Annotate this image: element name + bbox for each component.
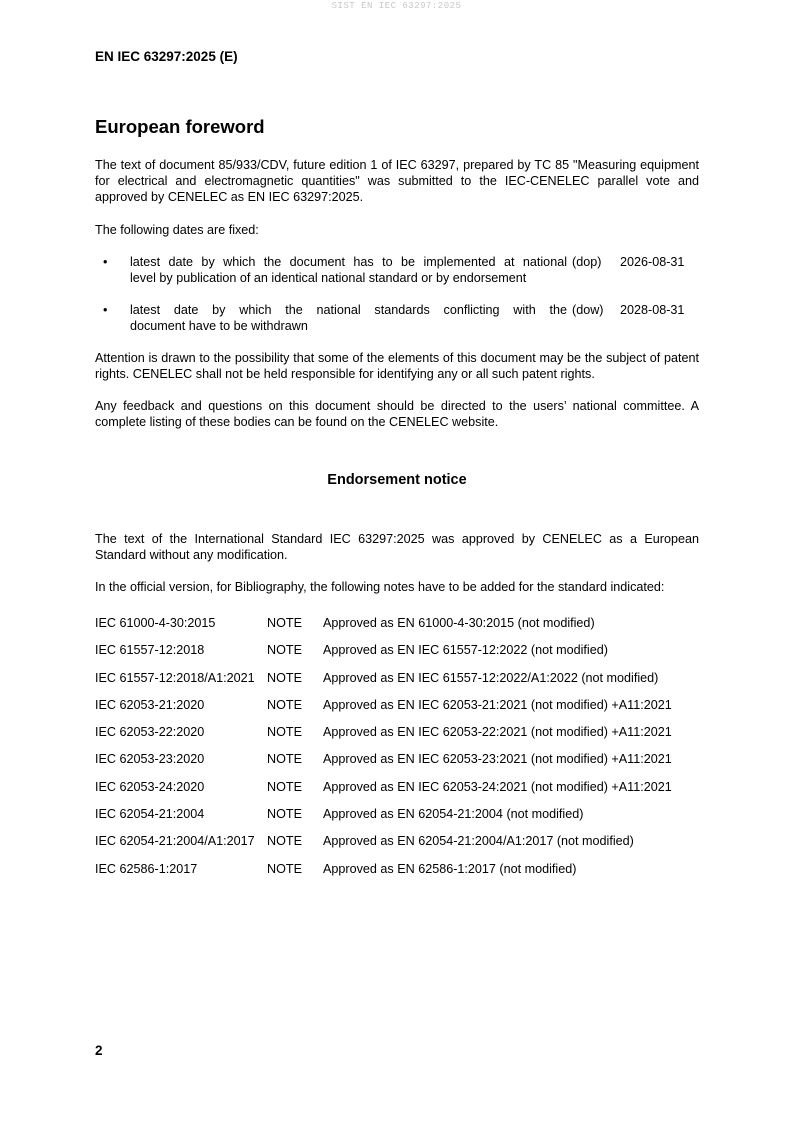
date-item-date: 2026-08-31 xyxy=(620,255,685,269)
date-item-text: latest date by which the national standards conflicting with the xyxy=(130,303,567,317)
note-row xyxy=(95,670,699,697)
bibliography-intro: In the official version, for Bibliography, the following notes have to be added for the standard indicated: xyxy=(95,580,665,594)
date-item-text-continued: level by publication of an identical national standard or by endorsement xyxy=(130,271,527,285)
note-standard: IEC 62054-21:2004/A1:2017 xyxy=(95,834,255,849)
bullet-icon: • xyxy=(103,303,108,317)
note-standard: IEC 62053-24:2020 xyxy=(95,779,205,794)
note-label: NOTE xyxy=(267,779,302,794)
note-label: NOTE xyxy=(267,752,302,767)
date-item-code: (dow) xyxy=(572,303,604,317)
note-standard: IEC 62054-21:2004 xyxy=(95,807,205,822)
note-label: NOTE xyxy=(267,834,302,849)
date-item-text-continued: document have to be withdrawn xyxy=(130,319,308,333)
foreword-title: European foreword xyxy=(95,116,265,137)
dates-intro: The following dates are fixed: xyxy=(95,223,259,237)
note-text: Approved as EN 62054-21:2004/A1:2017 (not modified) xyxy=(323,834,634,849)
note-label: NOTE xyxy=(267,725,302,740)
note-label: NOTE xyxy=(267,697,302,712)
note-row xyxy=(95,833,699,860)
date-item-text: latest date by which the document has to be implemented at national xyxy=(130,255,567,269)
note-row xyxy=(95,642,699,669)
note-label: NOTE xyxy=(267,670,302,685)
feedback-notice: Any feedback and questions on this document should be directed to the users’ national committee. A complete listing of these bodies can be found on the CENELEC website. xyxy=(95,399,699,429)
note-row xyxy=(95,779,699,806)
note-row xyxy=(95,806,699,833)
date-item-date: 2028-08-31 xyxy=(620,303,685,317)
note-row xyxy=(95,724,699,751)
note-row xyxy=(95,615,699,642)
note-text: Approved as EN IEC 62053-22:2021 (not modified) +A11:2021 xyxy=(323,725,672,740)
note-standard: IEC 61557-12:2018 xyxy=(95,643,205,658)
date-item-code: (dop) xyxy=(572,255,602,269)
page-number: 2 xyxy=(95,1043,103,1058)
note-standard: IEC 62053-23:2020 xyxy=(95,752,205,767)
note-standard: IEC 62053-21:2020 xyxy=(95,697,205,712)
note-standard: IEC 61557-12:2018/A1:2021 xyxy=(95,670,255,685)
note-label: NOTE xyxy=(267,616,302,630)
note-standard: IEC 62586-1:2017 xyxy=(95,861,198,876)
date-item-dop xyxy=(95,254,699,288)
note-row xyxy=(95,697,699,724)
document-header: EN IEC 63297:2025 (E) xyxy=(95,49,238,64)
patent-notice: Attention is drawn to the possibility that some of the elements of this document may be the subject of patent rights. CENELEC shall not be held responsible for identifying any or all such patent rights. xyxy=(95,351,699,381)
endorsement-text: The text of the International Standard IEC 63297:2025 was approved by CENELEC as a European Standard without any modification. xyxy=(95,532,699,562)
watermark: SIST EN IEC 63297:2025 xyxy=(331,1,462,11)
note-text: Approved as EN 62586-1:2017 (not modified) xyxy=(323,861,577,876)
note-text: Approved as EN IEC 62053-21:2021 (not modified) +A11:2021 xyxy=(323,697,672,712)
note-text: Approved as EN IEC 62053-23:2021 (not modified) +A11:2021 xyxy=(323,752,672,767)
endorsement-title: Endorsement notice xyxy=(327,472,467,488)
note-text: Approved as EN 62054-21:2004 (not modified) xyxy=(323,807,584,822)
date-item-dow xyxy=(95,302,699,336)
bibliography-notes xyxy=(95,615,699,888)
note-row xyxy=(95,861,699,888)
note-standard: IEC 62053-22:2020 xyxy=(95,725,205,740)
note-text: Approved as EN IEC 62053-24:2021 (not modified) +A11:2021 xyxy=(323,779,672,794)
note-text: Approved as EN IEC 61557-12:2022/A1:2022 (not modified) xyxy=(323,670,659,685)
note-label: NOTE xyxy=(267,807,302,822)
foreword-intro: The text of document 85/933/CDV, future edition 1 of IEC 63297, prepared by TC 85 "Measuring equipment for electrical and electromagnetic quantities" was submitted to the IEC-CENELEC parallel vote and approved by CENELEC as EN IEC 63297:2025. xyxy=(95,158,699,204)
note-row xyxy=(95,751,699,778)
bullet-icon: • xyxy=(103,255,108,269)
note-text: Approved as EN IEC 61557-12:2022 (not modified) xyxy=(323,643,608,658)
note-standard: IEC 61000-4-30:2015 xyxy=(95,616,216,630)
note-text: Approved as EN 61000-4-30:2015 (not modified) xyxy=(323,616,595,630)
note-label: NOTE xyxy=(267,861,302,876)
note-label: NOTE xyxy=(267,643,302,658)
